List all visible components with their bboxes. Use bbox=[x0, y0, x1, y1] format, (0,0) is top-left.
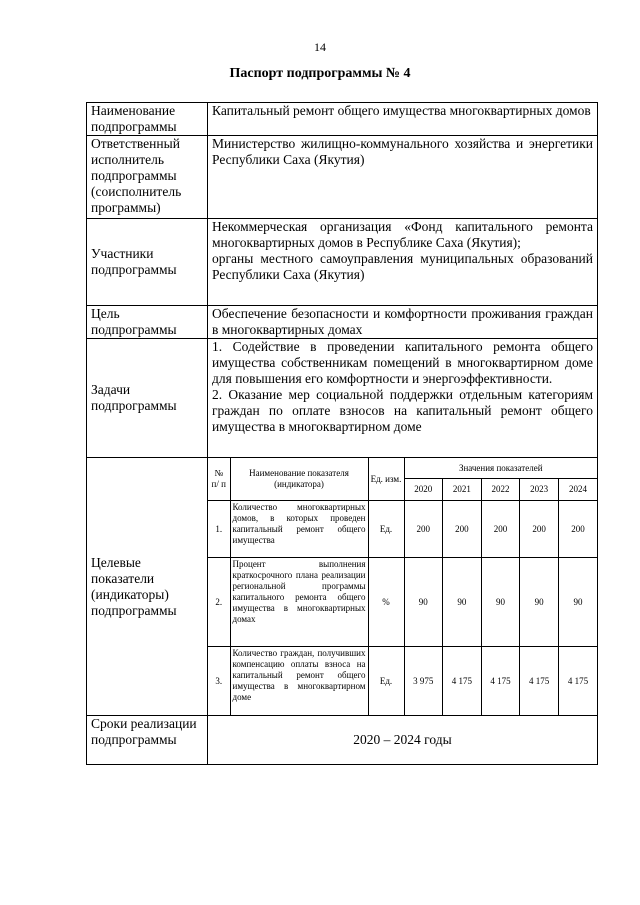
row-goal bbox=[87, 306, 598, 339]
task-item: 1. Содействие в проведении капитального ремонта общего имущества собственникам помещений в многоквартирном доме для повышения его комфортности и энергоэффективности. bbox=[212, 339, 593, 386]
indicator-value: 200 bbox=[481, 501, 520, 558]
indicator-value: 4 175 bbox=[481, 647, 520, 716]
participant-item: Некоммерческая организация «Фонд капитального ремонта многоквартирных домов в Республике Саха (Якутия); bbox=[212, 219, 593, 250]
indicator-name: Количество многоквартирных домов, в которых проведен капитальный ремонт общего имущества bbox=[230, 501, 368, 558]
participant-item: органы местного самоуправления муниципальных образований Республики Саха (Якутия) bbox=[212, 251, 593, 282]
header-year: 2022 bbox=[481, 479, 520, 501]
indicator-value: 4 175 bbox=[443, 647, 482, 716]
header-year: 2023 bbox=[520, 479, 559, 501]
indicators-cell bbox=[208, 458, 598, 716]
header-unit: Ед. изм. bbox=[368, 458, 404, 501]
indicator-value: 90 bbox=[558, 558, 597, 647]
row-label: Сроки реализации подпрограммы bbox=[87, 716, 208, 765]
header-num: № п/ п bbox=[208, 458, 230, 501]
row-value: Обеспечение безопасности и комфортности проживания граждан в многоквартирных домах bbox=[208, 306, 598, 339]
indicator-value: 3 975 bbox=[404, 647, 443, 716]
row-label: Задачи подпрограммы bbox=[87, 339, 208, 458]
indicator-num: 1. bbox=[208, 501, 230, 558]
row-label: Наименование подпрограммы bbox=[87, 103, 208, 136]
row-value: Капитальный ремонт общего имущества многоквартирных домов bbox=[208, 103, 598, 136]
row-value: 2020 – 2024 годы bbox=[208, 716, 598, 765]
indicator-row bbox=[208, 501, 597, 558]
indicator-name: Процент выполнения краткосрочного плана реализации региональной программы капитального ремонта общего имущества в многоквартирных домах bbox=[230, 558, 368, 647]
row-value bbox=[208, 339, 598, 458]
indicator-value: 90 bbox=[443, 558, 482, 647]
indicator-unit: % bbox=[368, 558, 404, 647]
indicator-num: 2. bbox=[208, 558, 230, 647]
indicator-value: 90 bbox=[481, 558, 520, 647]
row-value bbox=[208, 219, 598, 306]
indicator-value: 90 bbox=[404, 558, 443, 647]
header-name: Наименование показателя (индикатора) bbox=[230, 458, 368, 501]
passport-table bbox=[86, 102, 598, 765]
row-participants bbox=[87, 219, 598, 306]
indicator-unit: Ед. bbox=[368, 647, 404, 716]
page-title: Паспорт подпрограммы № 4 bbox=[229, 66, 411, 81]
header-year: 2020 bbox=[404, 479, 443, 501]
row-executor bbox=[87, 136, 598, 219]
indicator-row bbox=[208, 558, 597, 647]
indicator-value: 200 bbox=[558, 501, 597, 558]
header-year: 2021 bbox=[443, 479, 482, 501]
page-number: 14 bbox=[314, 40, 326, 54]
header-year: 2024 bbox=[558, 479, 597, 501]
indicator-unit: Ед. bbox=[368, 501, 404, 558]
row-label: Участники подпрограммы bbox=[87, 219, 208, 306]
indicator-value: 200 bbox=[520, 501, 559, 558]
row-label: Целевые показатели (индикаторы) подпрограммы bbox=[87, 458, 208, 716]
indicator-value: 200 bbox=[404, 501, 443, 558]
indicator-name: Количество граждан, получивших компенсацию оплаты взноса на капитальный ремонт общего имущества в многоквартирном доме bbox=[230, 647, 368, 716]
row-name bbox=[87, 103, 598, 136]
indicator-value: 200 bbox=[443, 501, 482, 558]
indicator-num: 3. bbox=[208, 647, 230, 716]
row-label: Ответственный исполнитель подпрограммы (соисполнитель программы) bbox=[87, 136, 208, 219]
indicators-table bbox=[208, 458, 597, 715]
row-tasks bbox=[87, 339, 598, 458]
row-period bbox=[87, 716, 598, 765]
indicator-value: 4 175 bbox=[520, 647, 559, 716]
row-value: Министерство жилищно-коммунального хозяйства и энергетики Республики Саха (Якутия) bbox=[208, 136, 598, 219]
header-values: Значения показателей bbox=[404, 458, 597, 479]
indicator-value: 4 175 bbox=[558, 647, 597, 716]
row-indicators bbox=[87, 458, 598, 716]
indicator-value: 90 bbox=[520, 558, 559, 647]
indicator-row bbox=[208, 647, 597, 716]
task-item: 2. Оказание мер социальной поддержки отдельным категориям граждан по оплате взносов на капитальный ремонт общего имущества в многоквартирном доме bbox=[212, 387, 593, 434]
row-label: Цель подпрограммы bbox=[87, 306, 208, 339]
